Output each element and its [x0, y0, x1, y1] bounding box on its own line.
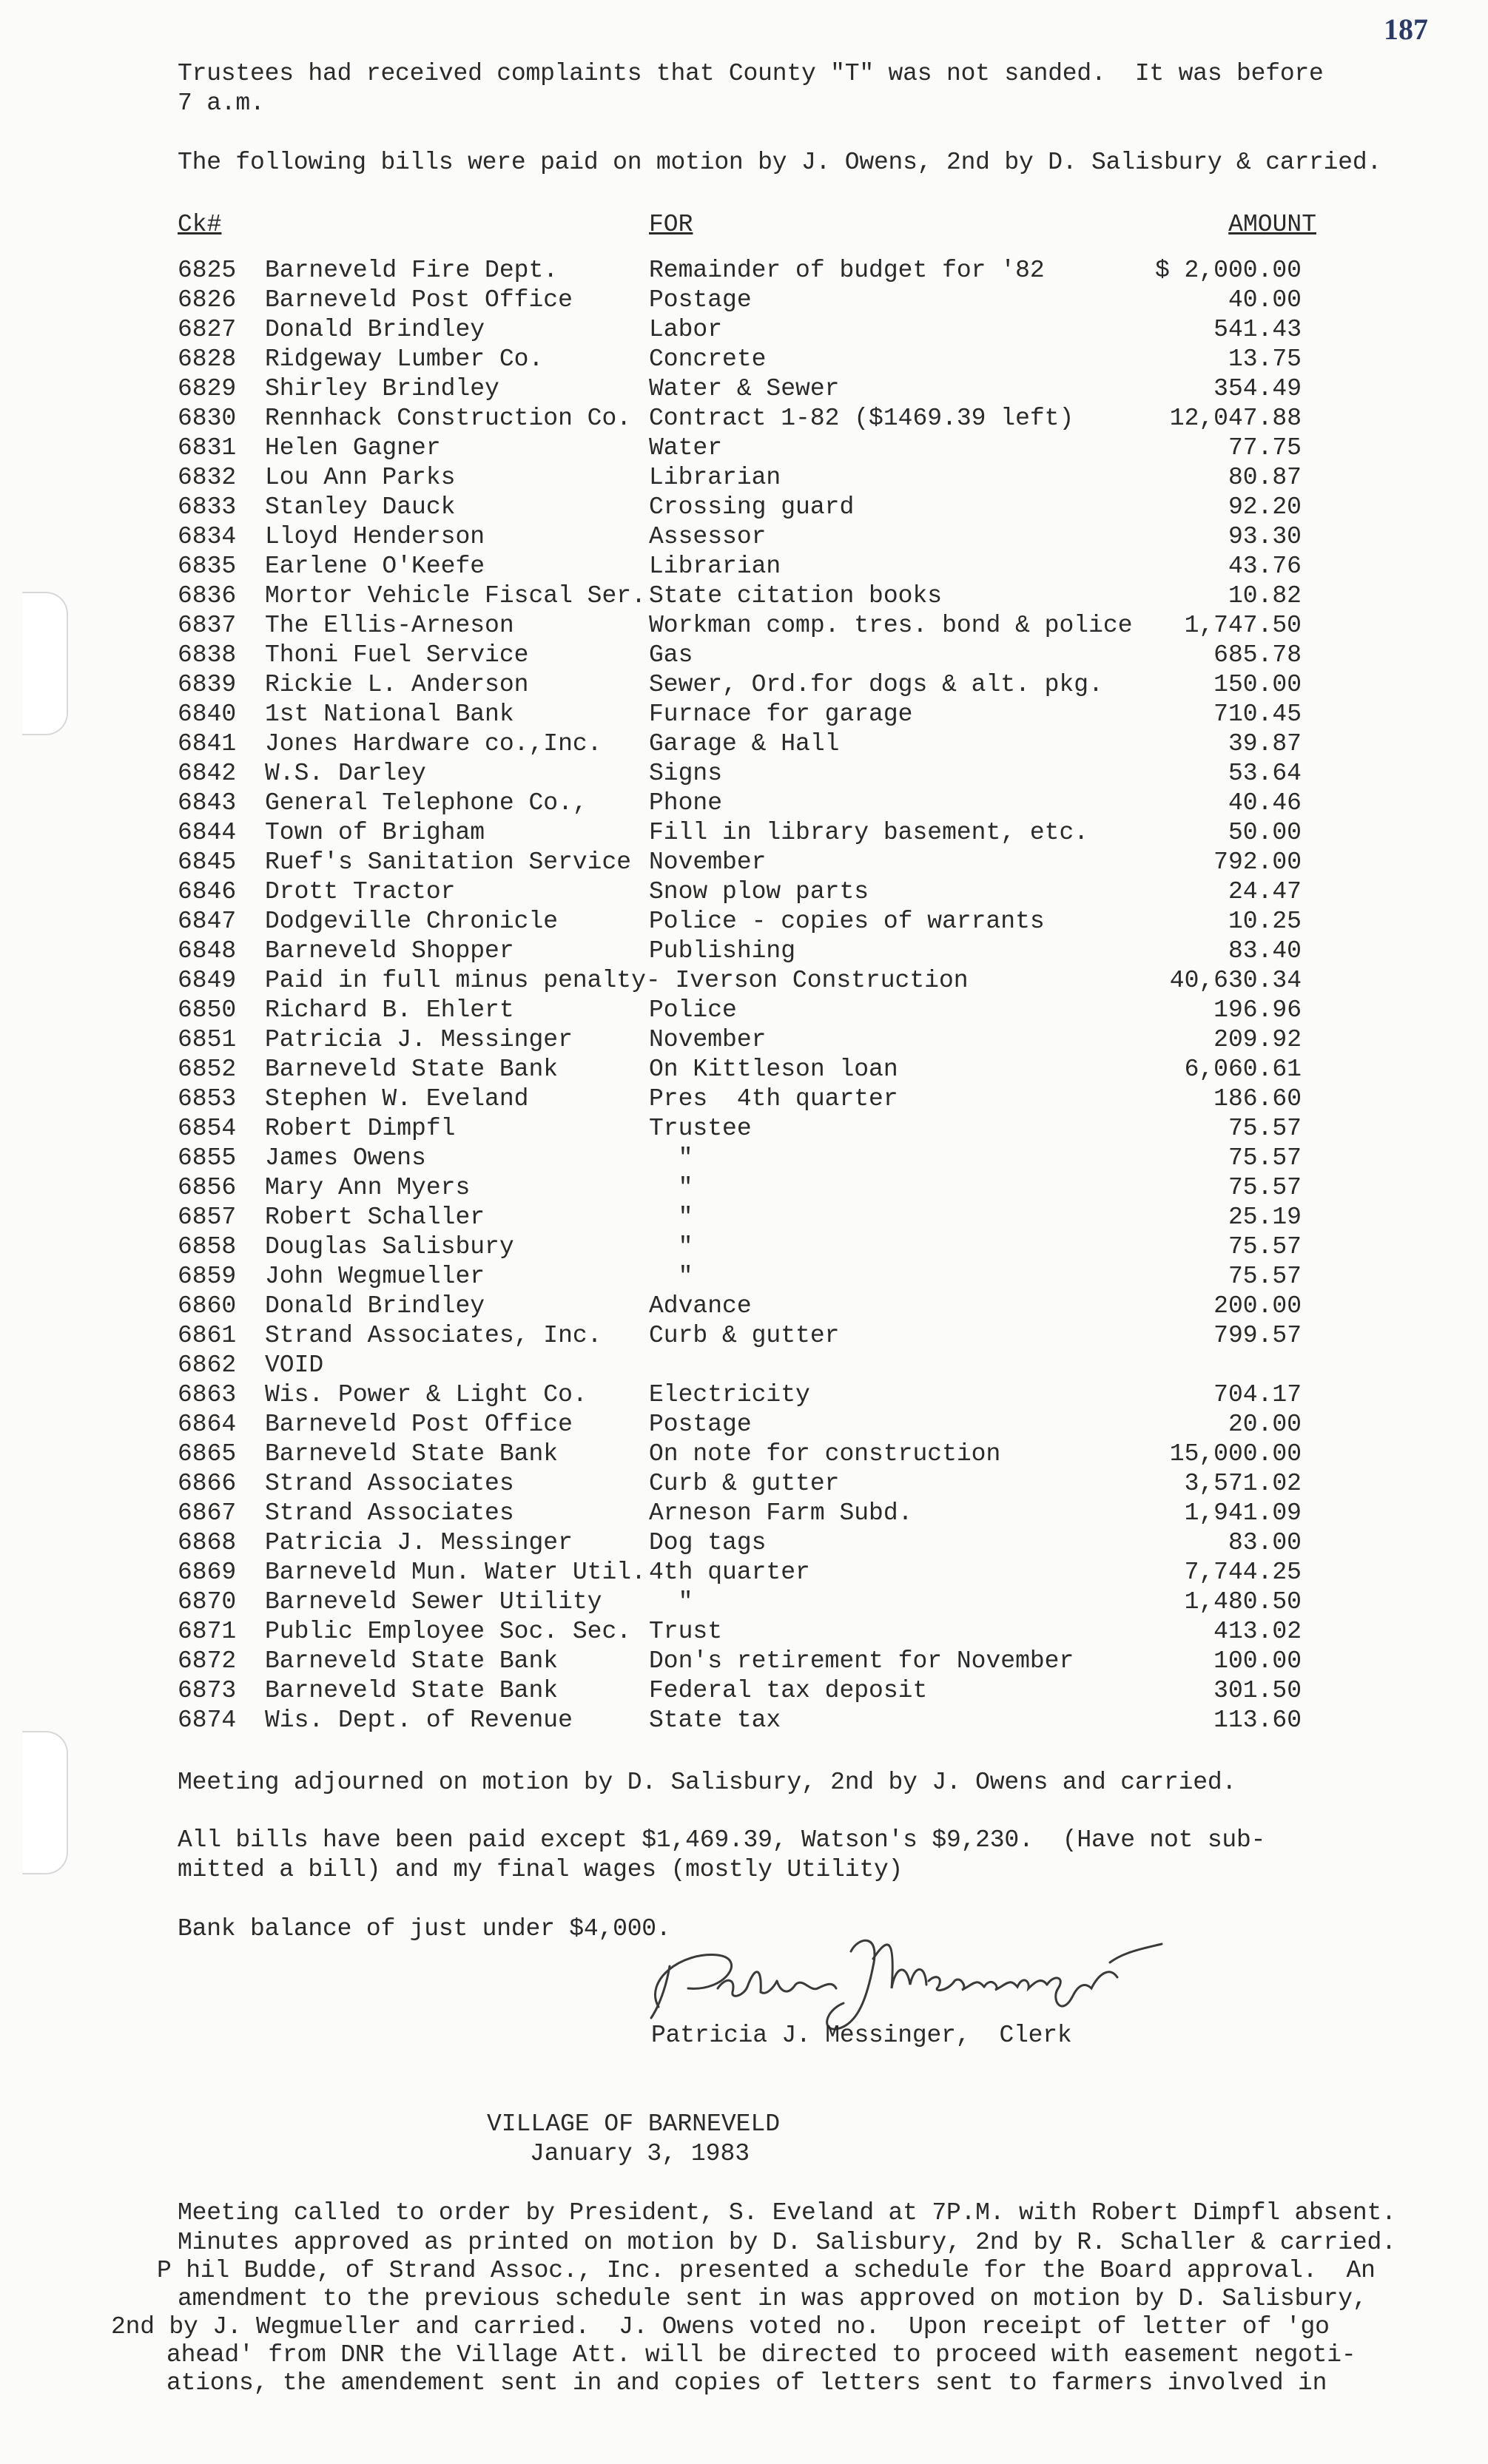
cell-amount: 92.20	[1228, 493, 1302, 521]
cell-amount: 53.64	[1228, 760, 1302, 787]
cell-for: Phone	[649, 789, 723, 817]
cell-ck: 6828	[178, 345, 237, 373]
cell-amount: 83.00	[1228, 1529, 1302, 1556]
cell-payee: Lou Ann Parks	[265, 464, 456, 491]
cell-amount: 301.50	[1213, 1677, 1302, 1704]
cell-for: "	[649, 1263, 693, 1290]
cell-payee: Patricia J. Messinger	[265, 1026, 573, 1053]
cell-for: Postage	[649, 286, 752, 314]
cell-payee: Barneveld Sewer Utility	[265, 1588, 602, 1616]
table-row	[0, 789, 1488, 818]
cell-ck: 6842	[178, 760, 237, 787]
cell-ck: 6841	[178, 730, 237, 757]
cell-for: Trust	[649, 1618, 723, 1645]
signer-name: Patricia J. Messinger, Clerk	[651, 2022, 1072, 2049]
table-row	[0, 1232, 1488, 1262]
cell-for: Labor	[649, 316, 723, 343]
table-row	[0, 729, 1488, 759]
cell-payee: Rennhack Construction Co.	[265, 405, 632, 432]
cell-for: On note for construction	[649, 1440, 1001, 1468]
cell-amount: 186.60	[1213, 1085, 1302, 1113]
cell-amount: 10.25	[1228, 908, 1302, 935]
cell-for: Assessor	[649, 523, 767, 550]
table-row	[0, 1055, 1488, 1084]
cell-payee: 1st National Bank	[265, 701, 514, 728]
table-row	[0, 1558, 1488, 1587]
cell-for: Gas	[649, 641, 693, 669]
heading-village: VILLAGE OF BARNEVELD	[487, 2110, 781, 2138]
cell-amount: 15,000.00	[1169, 1440, 1302, 1468]
page-number: 187	[1384, 13, 1428, 46]
cell-for: "	[649, 1588, 693, 1616]
table-row	[0, 877, 1488, 907]
table-row	[0, 256, 1488, 286]
table-row	[0, 1439, 1488, 1469]
table-row	[0, 1676, 1488, 1706]
table-row	[0, 315, 1488, 345]
cell-payee: Richard B. Ehlert	[265, 996, 514, 1024]
cell-payee: Jones Hardware co.,Inc.	[265, 730, 602, 757]
table-row	[0, 818, 1488, 848]
cell-payee: Barneveld Post Office	[265, 1411, 573, 1438]
minutes-line-4: amendment to the previous schedule sent in was approved on motion by D. Salisbury,	[178, 2285, 1367, 2312]
cell-payee: Mortor Vehicle Fiscal Ser.	[265, 582, 646, 610]
cell-for: State tax	[649, 1707, 781, 1734]
table-row	[0, 374, 1488, 404]
cell-for: "	[649, 1174, 693, 1201]
cell-for: Water	[649, 434, 723, 462]
cell-payee: James Owens	[265, 1144, 426, 1172]
signature-image	[636, 1922, 1169, 2033]
cell-amount: 75.57	[1228, 1115, 1302, 1142]
cell-ck: 6861	[178, 1322, 237, 1349]
cell-ck: 6870	[178, 1588, 237, 1616]
cell-amount: 200.00	[1213, 1292, 1302, 1320]
table-row	[0, 1144, 1488, 1173]
table-row	[0, 463, 1488, 493]
cell-for: Concrete	[649, 345, 767, 373]
cell-payee: Earlene O'Keefe	[265, 553, 485, 580]
cell-ck: 6845	[178, 848, 237, 876]
cell-amount: 150.00	[1213, 671, 1302, 698]
cell-ck: 6835	[178, 553, 237, 580]
cell-ck: 6866	[178, 1470, 237, 1497]
cell-for: Sewer, Ord.for dogs & alt. pkg.	[649, 671, 1103, 698]
cell-payee: Helen Gagner	[265, 434, 441, 462]
cell-ck: 6868	[178, 1529, 237, 1556]
adjourn-line: Meeting adjourned on motion by D. Salisbury, 2nd by J. Owens and carried.	[178, 1769, 1237, 1796]
cell-payee: Barneveld State Bank	[265, 1647, 559, 1675]
cell-ck: 6857	[178, 1204, 237, 1231]
cell-for: "	[649, 1233, 693, 1260]
cell-payee: Barneveld State Bank	[265, 1677, 559, 1704]
cell-amount: 12,047.88	[1169, 405, 1302, 432]
cell-payee: Dodgeville Chronicle	[265, 908, 559, 935]
cell-payee: Strand Associates	[265, 1470, 514, 1497]
cell-payee: Robert Schaller	[265, 1204, 485, 1231]
cell-ck: 6843	[178, 789, 237, 817]
cell-for: "	[649, 1204, 693, 1231]
cell-amount: 40.46	[1228, 789, 1302, 817]
cell-amount: 93.30	[1228, 523, 1302, 550]
cell-ck: 6831	[178, 434, 237, 462]
cell-payee: Thoni Fuel Service	[265, 641, 529, 669]
cell-amount: 413.02	[1213, 1618, 1302, 1645]
cell-ck: 6848	[178, 937, 237, 965]
cell-ck: 6859	[178, 1263, 237, 1290]
table-row	[0, 1203, 1488, 1232]
cell-for: Crossing guard	[649, 493, 855, 521]
table-row	[0, 700, 1488, 729]
binder-hole	[22, 1731, 68, 1874]
table-row	[0, 848, 1488, 877]
table-row	[0, 1292, 1488, 1321]
cell-payee: Strand Associates	[265, 1499, 514, 1527]
cell-ck: 6844	[178, 819, 237, 846]
cell-payee: Town of Brigham	[265, 819, 485, 846]
cell-payee: Strand Associates, Inc.	[265, 1322, 602, 1349]
table-row	[0, 1706, 1488, 1735]
cell-payee: VOID	[265, 1351, 324, 1379]
table-row	[0, 670, 1488, 700]
cell-for: Workman comp. tres. bond & police	[649, 612, 1133, 639]
cell-amount: 75.57	[1228, 1144, 1302, 1172]
table-row	[0, 759, 1488, 789]
cell-for: Fill in library basement, etc.	[649, 819, 1089, 846]
minutes-line-5: 2nd by J. Wegmueller and carried. J. Owens voted no. Upon receipt of letter of 'go	[111, 2313, 1330, 2340]
table-row	[0, 936, 1488, 966]
cell-payee: Robert Dimpfl	[265, 1115, 456, 1142]
cell-ck: 6837	[178, 612, 237, 639]
table-row	[0, 996, 1488, 1025]
table-row	[0, 1114, 1488, 1144]
cell-amount: 43.76	[1228, 553, 1302, 580]
table-row	[0, 1617, 1488, 1647]
cell-amount: 209.92	[1213, 1026, 1302, 1053]
table-row	[0, 345, 1488, 374]
cell-amount: 113.60	[1213, 1707, 1302, 1734]
minutes-line-2: Minutes approved as printed on motion by D. Salisbury, 2nd by R. Schaller & carried.	[178, 2229, 1396, 2256]
cell-payee: Lloyd Henderson	[265, 523, 485, 550]
header-for: FOR	[649, 211, 693, 238]
cell-amount: 541.43	[1213, 316, 1302, 343]
cell-ck: 6846	[178, 878, 237, 905]
cell-ck: 6863	[178, 1381, 237, 1408]
cell-for: Curb & gutter	[649, 1470, 840, 1497]
table-row	[0, 1647, 1488, 1676]
cell-payee: Barneveld Shopper	[265, 937, 514, 965]
cell-for: Signs	[649, 760, 723, 787]
cell-amount: 6,060.61	[1184, 1056, 1302, 1083]
cell-ck: 6830	[178, 405, 237, 432]
cell-ck: 6847	[178, 908, 237, 935]
cell-amount: 50.00	[1228, 819, 1302, 846]
cell-amount: 196.96	[1213, 996, 1302, 1024]
table-row	[0, 1173, 1488, 1203]
cell-ck: 6836	[178, 582, 237, 610]
cell-payee: Patricia J. Messinger	[265, 1529, 573, 1556]
cell-payee: Barneveld Mun. Water Util.	[265, 1559, 646, 1586]
cell-for: Remainder of budget for '82	[649, 257, 1045, 284]
minutes-line-6: ahead' from DNR the Village Att. will be directed to proceed with easement negoti-	[166, 2341, 1356, 2369]
cell-ck: 6839	[178, 671, 237, 698]
cell-ck: 6825	[178, 257, 237, 284]
cell-amount: 354.49	[1213, 375, 1302, 402]
bills-line-2: mitted a bill) and my final wages (mostly Utility)	[178, 1856, 903, 1883]
bank-balance-line: Bank balance of just under $4,000.	[178, 1915, 671, 1942]
cell-for: Trustee	[649, 1115, 752, 1142]
cell-amount: 77.75	[1228, 434, 1302, 462]
table-row	[0, 966, 1488, 996]
cell-ck: 6872	[178, 1647, 237, 1675]
cell-for: Furnace for garage	[649, 701, 913, 728]
cell-ck: 6864	[178, 1411, 237, 1438]
cell-amount: 3,571.02	[1184, 1470, 1302, 1497]
cell-ck: 6853	[178, 1085, 237, 1113]
table-row	[0, 552, 1488, 581]
cell-payee: Barneveld State Bank	[265, 1056, 559, 1083]
table-row	[0, 493, 1488, 522]
cell-payee: Shirley Brindley	[265, 375, 499, 402]
bills-line-1: All bills have been paid except $1,469.39, Watson's $9,230. (Have not sub-	[178, 1826, 1266, 1854]
cell-payee: Donald Brindley	[265, 1292, 485, 1320]
cell-for: Postage	[649, 1411, 752, 1438]
table-row	[0, 1084, 1488, 1114]
cell-for: On Kittleson loan	[649, 1056, 898, 1083]
table-row	[0, 907, 1488, 936]
cell-amount: 13.75	[1228, 345, 1302, 373]
cell-ck: 6854	[178, 1115, 237, 1142]
minutes-line-3: P hil Budde, of Strand Assoc., Inc. presented a schedule for the Board approval. An	[157, 2257, 1376, 2284]
table-header	[0, 210, 1488, 240]
cell-amount: 25.19	[1228, 1204, 1302, 1231]
cell-payee: Public Employee Soc. Sec.	[265, 1618, 632, 1645]
intro-line-2: 7 a.m.	[178, 90, 265, 117]
cell-payee: Ridgeway Lumber Co.	[265, 345, 544, 373]
cell-payee: John Wegmueller	[265, 1263, 485, 1290]
cell-ck: 6827	[178, 316, 237, 343]
heading-date: January 3, 1983	[530, 2140, 750, 2167]
header-amount: AMOUNT	[1228, 211, 1316, 238]
cell-ck: 6874	[178, 1707, 237, 1734]
cell-for: November	[649, 848, 767, 876]
cell-ck: 6873	[178, 1677, 237, 1704]
table-row	[0, 611, 1488, 641]
cell-ck: 6852	[178, 1056, 237, 1083]
cell-for: Curb & gutter	[649, 1322, 840, 1349]
cell-for: Water & Sewer	[649, 375, 840, 402]
cell-for: November	[649, 1026, 767, 1053]
cell-for: Police - copies of warrants	[649, 908, 1045, 935]
cell-ck: 6871	[178, 1618, 237, 1645]
cell-for: Dog tags	[649, 1529, 767, 1556]
cell-amount: 1,480.50	[1184, 1588, 1302, 1616]
cell-amount: 704.17	[1213, 1381, 1302, 1408]
cell-for: Electricity	[649, 1381, 810, 1408]
cell-ck: 6858	[178, 1233, 237, 1260]
minutes-line-1: Meeting called to order by President, S. Eveland at 7P.M. with Robert Dimpfl absent.	[178, 2199, 1396, 2227]
cell-for: Publishing	[649, 937, 796, 965]
cell-payee: Rickie L. Anderson	[265, 671, 529, 698]
cell-for: Advance	[649, 1292, 752, 1320]
cell-amount: 39.87	[1228, 730, 1302, 757]
cell-for: Pres 4th quarter	[649, 1085, 898, 1113]
cell-payee: Barneveld Fire Dept.	[265, 257, 559, 284]
intro-line-1: Trustees had received complaints that County "T" was not sanded. It was before	[178, 60, 1324, 87]
table-row	[0, 286, 1488, 315]
cell-for: Snow plow parts	[649, 878, 869, 905]
table-row	[0, 1587, 1488, 1617]
cell-ck: 6829	[178, 375, 237, 402]
cell-ck: 6867	[178, 1499, 237, 1527]
cell-for: Police	[649, 996, 737, 1024]
cell-amount: $ 2,000.00	[1154, 257, 1302, 284]
cell-for: Librarian	[649, 553, 781, 580]
cell-amount: 7,744.25	[1184, 1559, 1302, 1586]
cell-payee: Douglas Salisbury	[265, 1233, 514, 1260]
cell-payee: Donald Brindley	[265, 316, 485, 343]
table-row	[0, 1469, 1488, 1499]
minutes-line-7: ations, the amendement sent in and copies of letters sent to farmers involved in	[166, 2369, 1327, 2397]
table-row	[0, 433, 1488, 463]
cell-amount: 20.00	[1228, 1411, 1302, 1438]
cell-payee: Mary Ann Myers	[265, 1174, 471, 1201]
cell-amount: 10.82	[1228, 582, 1302, 610]
cell-for: Librarian	[649, 464, 781, 491]
cell-ck: 6851	[178, 1026, 237, 1053]
cell-for: 4th quarter	[649, 1559, 810, 1586]
cell-amount: 100.00	[1213, 1647, 1302, 1675]
cell-payee: Stanley Dauck	[265, 493, 456, 521]
cell-amount: 1,747.50	[1184, 612, 1302, 639]
cell-amount: 75.57	[1228, 1174, 1302, 1201]
cell-payee: Barneveld State Bank	[265, 1440, 559, 1468]
cell-ck: 6840	[178, 701, 237, 728]
cell-payee: Wis. Dept. of Revenue	[265, 1707, 573, 1734]
cell-for: "	[649, 1144, 693, 1172]
cell-ck: 6834	[178, 523, 237, 550]
cell-for: Arneson Farm Subd.	[649, 1499, 913, 1527]
cell-ck: 6832	[178, 464, 237, 491]
table-row	[0, 1262, 1488, 1292]
cell-ck: 6826	[178, 286, 237, 314]
table-row	[0, 1499, 1488, 1528]
cell-payee: The Ellis-Arneson	[265, 612, 514, 639]
table-row	[0, 522, 1488, 552]
cell-ck: 6838	[178, 641, 237, 669]
cell-for: Don's retirement for November	[649, 1647, 1074, 1675]
cell-ck: 6865	[178, 1440, 237, 1468]
cell-payee: Barneveld Post Office	[265, 286, 573, 314]
cell-ck: 6869	[178, 1559, 237, 1586]
cell-payee: Wis. Power & Light Co.	[265, 1381, 588, 1408]
cell-amount: 799.57	[1213, 1322, 1302, 1349]
cell-amount: 75.57	[1228, 1233, 1302, 1260]
table-row	[0, 1410, 1488, 1439]
cell-payee: Paid in full minus penalty- Iverson Construction	[265, 967, 969, 994]
cell-ck: 6856	[178, 1174, 237, 1201]
header-ck: Ck#	[178, 211, 222, 238]
cell-payee: Ruef's Sanitation Service	[265, 848, 632, 876]
cell-ck: 6833	[178, 493, 237, 521]
cell-for: Contract 1-82 ($1469.39 left)	[649, 405, 1074, 432]
cell-amount: 1,941.09	[1184, 1499, 1302, 1527]
cell-amount: 685.78	[1213, 641, 1302, 669]
table-row	[0, 1351, 1488, 1380]
table-row	[0, 1025, 1488, 1055]
table-row	[0, 404, 1488, 433]
cell-payee: Stephen W. Eveland	[265, 1085, 529, 1113]
table-row	[0, 1321, 1488, 1351]
cell-ck: 6860	[178, 1292, 237, 1320]
table-row	[0, 1380, 1488, 1410]
cell-for: State citation books	[649, 582, 943, 610]
cell-amount: 792.00	[1213, 848, 1302, 876]
cell-ck: 6862	[178, 1351, 237, 1379]
cell-amount: 83.40	[1228, 937, 1302, 965]
cell-payee: General Telephone Co.,	[265, 789, 588, 817]
table-row	[0, 581, 1488, 611]
cell-amount: 40,630.34	[1169, 967, 1302, 994]
table-row	[0, 641, 1488, 670]
cell-ck: 6850	[178, 996, 237, 1024]
cell-payee: Drott Tractor	[265, 878, 456, 905]
cell-amount: 40.00	[1228, 286, 1302, 314]
cell-ck: 6855	[178, 1144, 237, 1172]
table-row	[0, 1528, 1488, 1558]
cell-for: Federal tax deposit	[649, 1677, 928, 1704]
cell-amount: 24.47	[1228, 878, 1302, 905]
intro-line-3: The following bills were paid on motion by J. Owens, 2nd by D. Salisbury & carried.	[178, 149, 1382, 176]
cell-ck: 6849	[178, 967, 237, 994]
cell-amount: 75.57	[1228, 1263, 1302, 1290]
cell-amount: 80.87	[1228, 464, 1302, 491]
cell-amount: 710.45	[1213, 701, 1302, 728]
cell-payee: W.S. Darley	[265, 760, 426, 787]
cell-for: Garage & Hall	[649, 730, 840, 757]
